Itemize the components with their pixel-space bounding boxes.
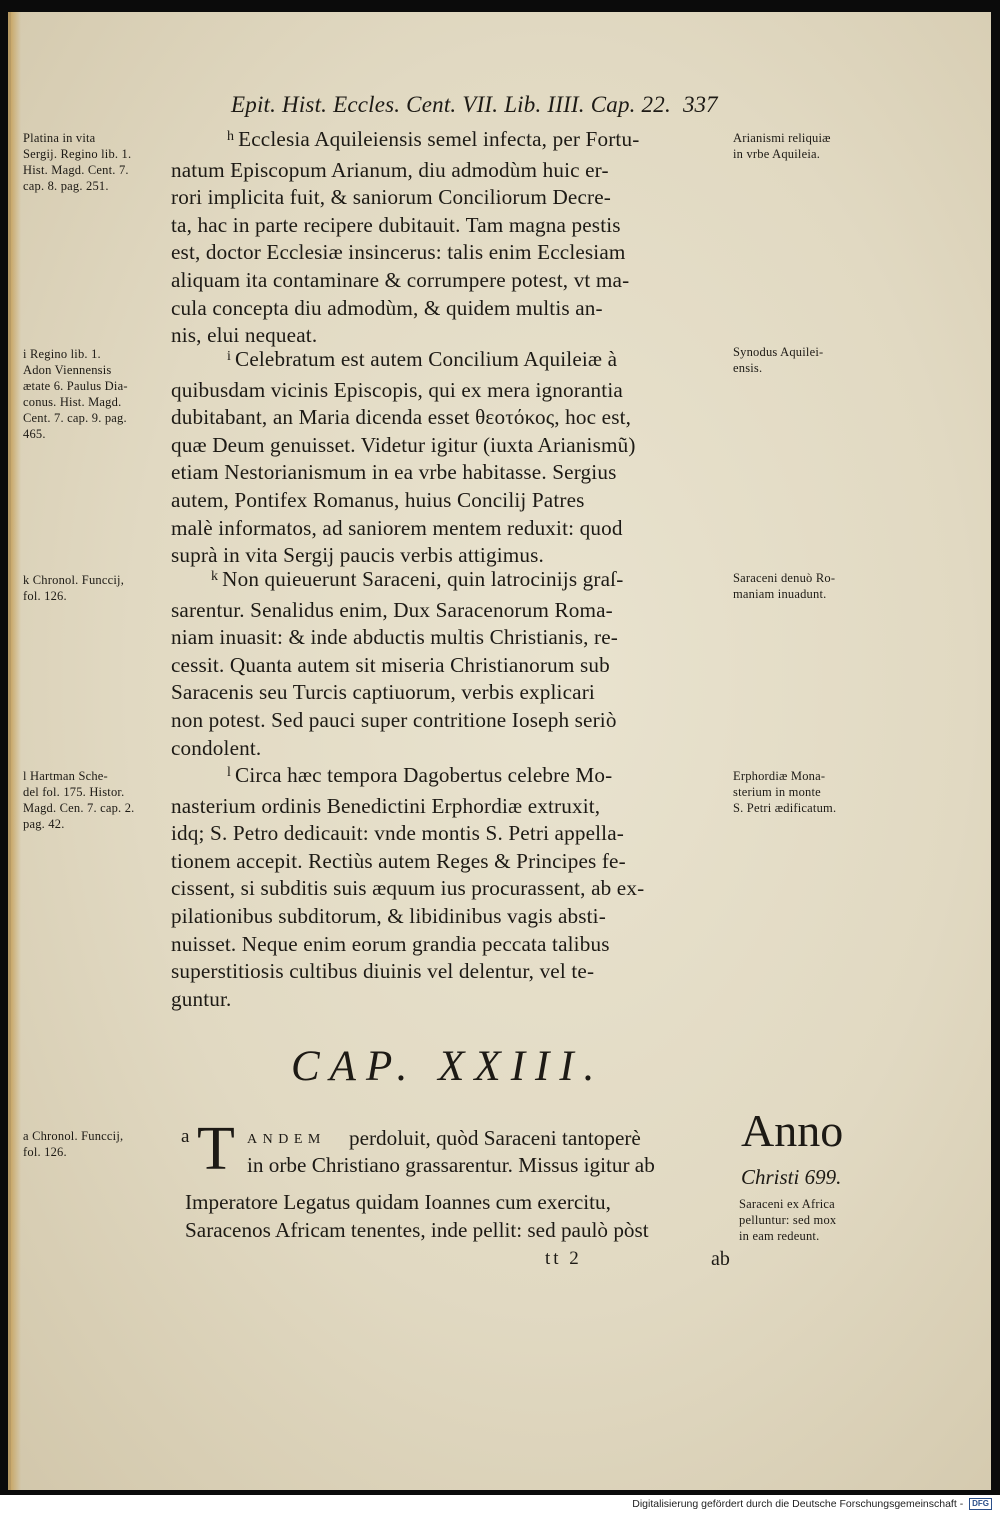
margin-note-right-h: Arianismi reliquiæ in vrbe Aquileia. [733,131,831,161]
margin-note-left-i: i Regino lib. 1. Adon Viennensis ætate 6. Paulus Dia- conus. Hist. Magd. Cent. 7. cap. 9. pag. 465. [23,347,128,441]
book-page [8,12,991,1490]
note-mark: a [181,1126,190,1147]
digitization-credit [632,1498,992,1510]
margin-note-left-l: l Hartman Sche- del fol. 175. Histor. Magd. Cen. 7. cap. 2. pag. 42. [23,769,135,831]
paragraph-l: $^l$ Circa hæc tempora Dagobertus celebre Mo- nasterium ordinis Benedictini Erphordiæ extruxit, idq; S. Petro dedicauit: vnde montis S. Petri appella- tionem accepit. Rectiùs autem Reges & Principes fe- cissent, si subditis suis æquum ius procurassent, ab ex- pilationibus subditorum, & libidinibus vagis absti- nuisset. Neque enim eorum grandia peccata talibus superstitiosis cultibus diuinis vel delentur, vel te- guntur. [171,763,645,1011]
paragraph-i: $^i$ Celebratum est autem Concilium Aquileiæ à quibusdam vicinis Episcopis, qui ex mera ignorantia dubitabant, an Maria dicenda esset θεοτόκος, hoc est, quæ Deum genuisset. Videtur igitur (iuxta Arianismũ) etiam Nestorianismum in ea vrbe habitasse. Sergius autem, Pontifex Romanus, huius Concilij Patres malè informatos, ad saniorem mentem reduxit: quod suprà in vita Sergij paucis verbis attigimus. [171,347,636,568]
dfg-logo: DFG [969,1498,992,1510]
margin-note-left-k: k Chronol. Funccij, fol. 126. [23,573,125,603]
note-mark: i [227,349,232,364]
margin-note-left-h: Platina in vita Sergij. Regino lib. 1. Hist. Magd. Cent. 7. cap. 8. pag. 251. [23,131,132,193]
chapter-line: perdoluit, quòd Saraceni tantoperè [349,1126,641,1150]
margin-note-right-i: Synodus Aquilei- ensis. [733,345,824,375]
chapter-heading: CAP. XXIII. [291,1043,605,1090]
note-mark: h [227,129,235,144]
chapter-line: in orbe Christiano grassarentur. Missus igitur ab [247,1153,655,1177]
chapter-lines: Imperatore Legatus quidam Ioannes cum exercitu, Saracenos Africam tenentes, inde pellit: sed paulò pòst [185,1190,649,1242]
margin-note-right-a: Saraceni ex Africa pelluntur: sed mox in eam redeunt. [739,1197,837,1243]
catchword: ab [711,1248,730,1270]
paragraph-k: $^k$ Non quieuerunt Saraceni, quin latrocinijs graſ- sarentur. Senalidus enim, Dux Saracenorum Roma- niam inuasit: & inde abductis multis Christianis, re- cessit. Quanta autem sit miseria Christianorum sub Saracenis seu Turcis captiuorum, verbis explicari non potest. Sed pauci super contritione Ioseph seriò condolent. [171,567,624,760]
note-mark: k [211,569,219,584]
signature-mark: tt 2 [545,1248,582,1269]
anno-heading: Anno [741,1105,844,1156]
anno-year: Christi 699. [741,1165,842,1189]
margin-note-right-k: Saraceni denuò Ro- maniam inuadunt. [733,571,836,601]
page-number: 337 [683,92,718,117]
credit-text: Digitalisierung gefördert durch die Deutsche Forschungsgemeinschaft - [632,1498,964,1510]
running-head: Epit. Hist. Eccles. Cent. VII. Lib. IIII. Cap. 22. [231,92,671,117]
drop-cap-initial: T [197,1115,235,1183]
paragraph-h: $^h$ Ecclesia Aquileiensis semel infecta, per Fortu- natum Episcopum Arianum, diu admodùm huic er- rori implicita fuit, & saniorum Conciliorum Decre- ta, hac in parte recipere dubitauit. Tam magna pestis est, doctor Ecclesiæ insincerus: talis enim Ecclesiam aliquam ita contaminare & corrumpere potest, vt ma- cula concepta diu admodùm, & quidem multis an- nis, elui nequeat. [171,127,640,348]
note-mark: l [227,765,232,780]
margin-note-left-a: a Chronol. Funccij, fol. 126. [23,1129,124,1159]
opening-word: ANDEM [247,1132,326,1147]
margin-note-right-l: Erphordiæ Mona- sterium in monte S. Petri ædificatum. [733,769,837,815]
